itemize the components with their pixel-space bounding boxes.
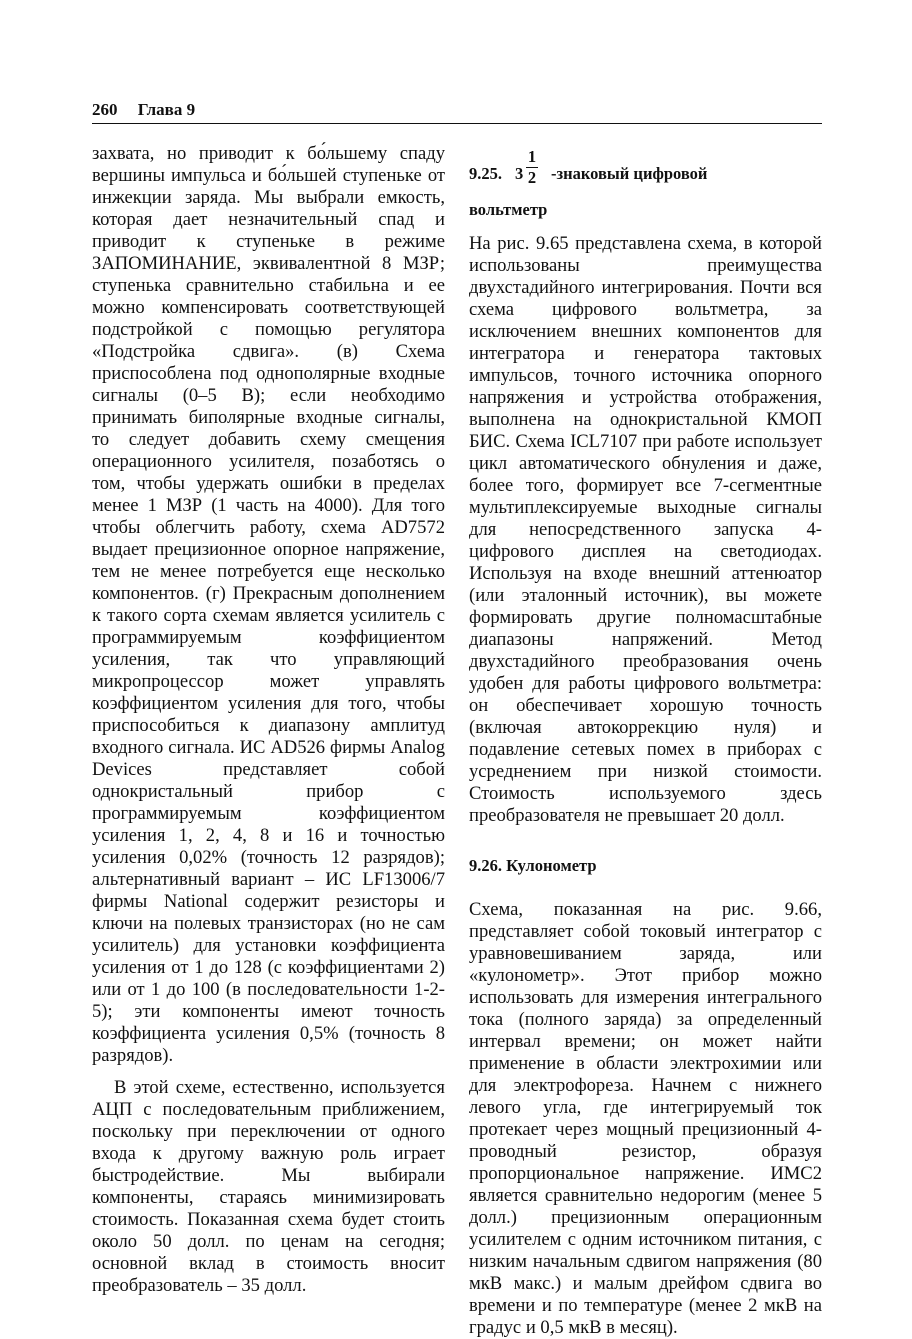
- fraction-whole: 3: [515, 164, 524, 183]
- fraction-numerator: 1: [527, 147, 537, 166]
- left-paragraph-1: захвата, но приводит к бо́льшему спаду вершины импульса и бо́льшей ступеньке от инжекции заряда. Мы выбрали емкость, которая дает незначительный спад и приводит к ступеньке в режиме ЗАПОМИНАНИЕ, эквивалентной 8 МЗР; ступенька сравнительно стабильна и ее можно компенсировать соответствующей подстройкой с помощью регулятора «Подстройка сдвига». (в) Схема приспособлена под однополярные входные сигналы (0–5 В); если необходимо принимать биполярные входные сигналы, то следует добавить схему смещения операционного усилителя, позаботясь о том, чтобы удержать ошибки в пределах менее 1 МЗР (1 часть на 4000). Для того чтобы облегчить работу, схема AD7572 выдает прецизионное опорное напряжение, тем не менее потребуется еще несколько компонентов. (г) Прекрасным дополнением к такого сорта схемам является усилитель с программируемым коэффициентом усиления, так что управляющий микропроцессор может управлять коэффициентом усиления для того, чтобы приспособиться к диапазону амплитуд входного сигнала. ИС AD526 фирмы Analog Devices представляет собой однокристальный прибор с программируемым коэффициентом усиления 1, 2, 4, 8 и 16 и точностью усиления 0,02% (точность 12 разрядов); альтернативный вариант – ИС LF13006/7 фирмы National содержит резисторы и ключи на полевых транзисторах (но не сам усилитель) для установки коэффициента усиления от 1 до 128 (с коэффициентами 2) или от 1 до 100 (в последовательности 1-2-5); эти компоненты имеют точность коэффициента усиления 0,5% (точность 8 разрядов).: [92, 143, 445, 1066]
- section-number-9-26: 9.26.: [469, 856, 502, 875]
- header-rule: [92, 123, 822, 124]
- mixed-fraction: [515, 147, 549, 188]
- paragraph-9-25: На рис. 9.65 представлена схема, в которой использованы преимущества двухстадийного интегрирования. Почти вся схема цифрового вольтметра, за исключением внешних компонентов для интегратора и генератора тактовых импульсов, точного источника опорного напряжения и устройства отображения, выполнена на однокристальной КМОП БИС. Схема ICL7107 при работе использует цикл автоматического обнуления и даже, более того, формирует все 7-сегментные мультиплексируемые выходные сигналы для непосредственного запуска 4-цифрового дисплея на светодиодах. Используя на входе внешний аттенюатор (или эталонный источник), вы можете формировать другие полномасштабные диапазоны напряжений. Метод двухстадийного преобразования очень удобен для работы цифрового вольтметра: он обеспечивает хорошую точность (включая автокоррекцию нуля) и подавление сетевых помех в приборах с усреднением при низкой стоимости. Стоимость используемого здесь преобразователя не превышает 20 долл.: [469, 233, 822, 826]
- running-head: [92, 100, 822, 120]
- page-number: 260: [92, 100, 118, 119]
- left-column: [92, 143, 445, 1297]
- section-title-9-26: Кулонометр: [506, 856, 597, 875]
- section-number-9-25: 9.25.: [469, 164, 502, 183]
- section-heading-9-25: [469, 145, 822, 219]
- section-title-9-25-line1: -знаковый цифровой: [551, 164, 708, 183]
- section-title-9-25-line2: вольтметр: [469, 200, 548, 219]
- right-column: [469, 143, 822, 1339]
- paragraph-9-26: Схема, показанная на рис. 9.66, представляет собой токовый интегратор с уравновешиванием заряда, или «кулонометр». Этот прибор можно использовать для измерения интегрального тока (полного заряда) за определенный интервал времени; он может найти применение в области электрохимии или для электрофореза. Начнем с нижнего левого угла, где интегрируемый ток протекает через мощный прецизионный 4-проводный резистор, образуя пропорциональное напряжение. ИМС2 является сравнительно недорогим (менее 5 долл.) прецизионным операционным усилителем с одним источником питания, с низким начальным сдвигом напряжения (80 мкВ макс.) и малым дрейфом сдвига во времени и по температуре (менее 2 мкВ на градус и 0,5 мкВ в месяц).: [469, 899, 822, 1338]
- fraction-denominator: 2: [527, 168, 537, 187]
- section-heading-9-26: [469, 855, 822, 877]
- chapter-title: Глава 9: [137, 100, 196, 119]
- left-paragraph-2: В этой схеме, естественно, используется АЦП с последовательным приближением, поскольку при переключении от одного входа к другому важную роль играет быстродействие. Мы выбирали компоненты, стараясь минимизировать стоимость. Показанная схема будет стоить около 50 долл. по ценам на сегодня; основной вклад в стоимость вносит преобразователь – 35 долл.: [92, 1077, 445, 1296]
